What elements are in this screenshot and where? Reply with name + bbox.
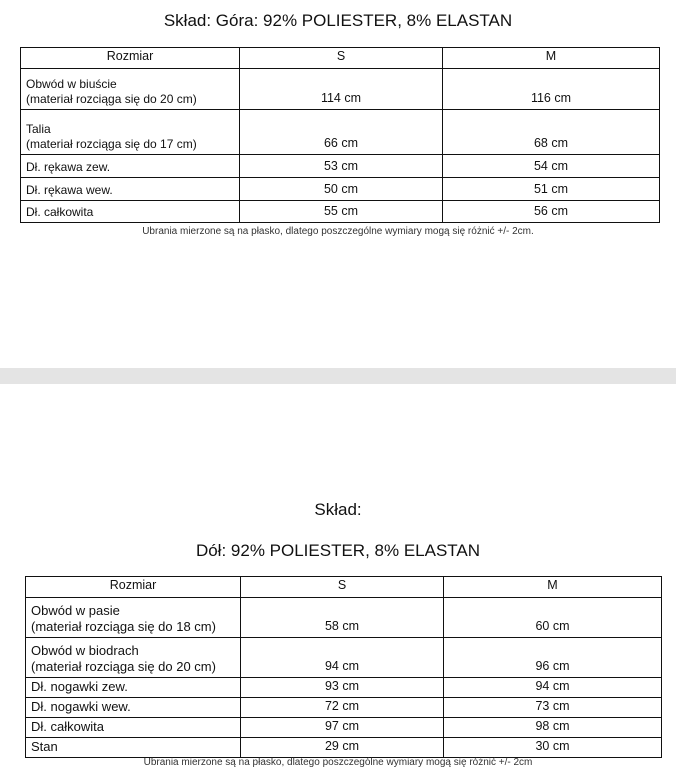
value-size-s: 114 cm [240, 69, 443, 110]
value-size-s: 72 cm [241, 698, 444, 718]
table-row [21, 110, 660, 155]
value-size-s: 53 cm [240, 155, 443, 178]
measurement-name: Obwód w biodrach [31, 642, 139, 658]
bottom-size-table [25, 576, 662, 758]
stretch-note: (materiał rozciąga się do 20 cm) [26, 92, 197, 106]
measurement-name: Talia [26, 122, 51, 136]
table-header-row [21, 48, 660, 69]
table-row [21, 155, 660, 178]
value-size-m: 30 cm [444, 738, 662, 758]
stretch-note: (materiał rozciąga się do 20 cm) [31, 658, 216, 674]
table-row [26, 678, 662, 698]
measurement-name: Dł. nogawki wew. [31, 698, 131, 714]
value-size-s: 55 cm [240, 201, 443, 223]
measurement-name: Dł. całkowita [26, 205, 94, 219]
table-row [26, 718, 662, 738]
value-size-m: 73 cm [444, 698, 662, 718]
measurement-name: Dł. rękawa wew. [26, 183, 113, 197]
measurement-label [26, 718, 241, 738]
value-size-m: 96 cm [444, 638, 662, 678]
table-header-row [26, 577, 662, 598]
stretch-note: (materiał rozciąga się do 18 cm) [31, 618, 216, 634]
measurement-name: Dł. całkowita [31, 718, 104, 734]
value-size-s: 29 cm [241, 738, 444, 758]
header-size-label: Rozmiar [26, 577, 241, 598]
header-size-m: M [443, 48, 660, 69]
bottom-composition-title: Skład: [314, 500, 362, 519]
value-size-m: 116 cm [443, 69, 660, 110]
measurement-label [26, 598, 241, 638]
value-size-m: 68 cm [443, 110, 660, 155]
value-size-s: 97 cm [241, 718, 444, 738]
section-divider [0, 368, 676, 384]
measurement-label [26, 678, 241, 698]
measurement-name: Dł. rękawa zew. [26, 160, 111, 174]
table-row [26, 638, 662, 678]
measurement-name: Stan [31, 738, 58, 754]
measurement-label [26, 698, 241, 718]
stretch-note: (materiał rozciąga się do 17 cm) [26, 137, 197, 151]
measurement-name: Obwód w biuście [26, 77, 117, 91]
value-size-m: 98 cm [444, 718, 662, 738]
top-size-table [20, 47, 660, 223]
table-row [21, 69, 660, 110]
bottom-measurement-note: Ubrania mierzone są na płasko, dlatego poszczególne wymiary mogą się różnić +/- 2cm [143, 757, 533, 768]
table-row [21, 178, 660, 201]
measurement-label [26, 638, 241, 678]
value-size-s: 94 cm [241, 638, 444, 678]
header-size-label: Rozmiar [21, 48, 240, 69]
table-row [26, 738, 662, 758]
measurement-label [21, 155, 240, 178]
table-row [26, 698, 662, 718]
header-size-s: S [241, 577, 444, 598]
table-row [26, 598, 662, 638]
value-size-m: 94 cm [444, 678, 662, 698]
measurement-name: Dł. nogawki zew. [31, 678, 128, 694]
measurement-label [21, 110, 240, 155]
measurement-label [21, 201, 240, 223]
value-size-m: 51 cm [443, 178, 660, 201]
value-size-s: 93 cm [241, 678, 444, 698]
value-size-s: 66 cm [240, 110, 443, 155]
top-measurement-note: Ubrania mierzone są na płasko, dlatego poszczególne wymiary mogą się różnić +/- 2cm. [142, 226, 534, 237]
value-size-m: 54 cm [443, 155, 660, 178]
measurement-label [26, 738, 241, 758]
header-size-s: S [240, 48, 443, 69]
bottom-composition-subtitle: Dół: 92% POLIESTER, 8% ELASTAN [195, 541, 481, 560]
table-row [21, 201, 660, 223]
value-size-m: 56 cm [443, 201, 660, 223]
measurement-label [21, 178, 240, 201]
measurement-name: Obwód w pasie [31, 602, 120, 618]
measurement-label [21, 69, 240, 110]
value-size-s: 58 cm [241, 598, 444, 638]
value-size-s: 50 cm [240, 178, 443, 201]
top-composition-title: Skład: Góra: 92% POLIESTER, 8% ELASTAN [163, 11, 513, 30]
value-size-m: 60 cm [444, 598, 662, 638]
header-size-m: M [444, 577, 662, 598]
